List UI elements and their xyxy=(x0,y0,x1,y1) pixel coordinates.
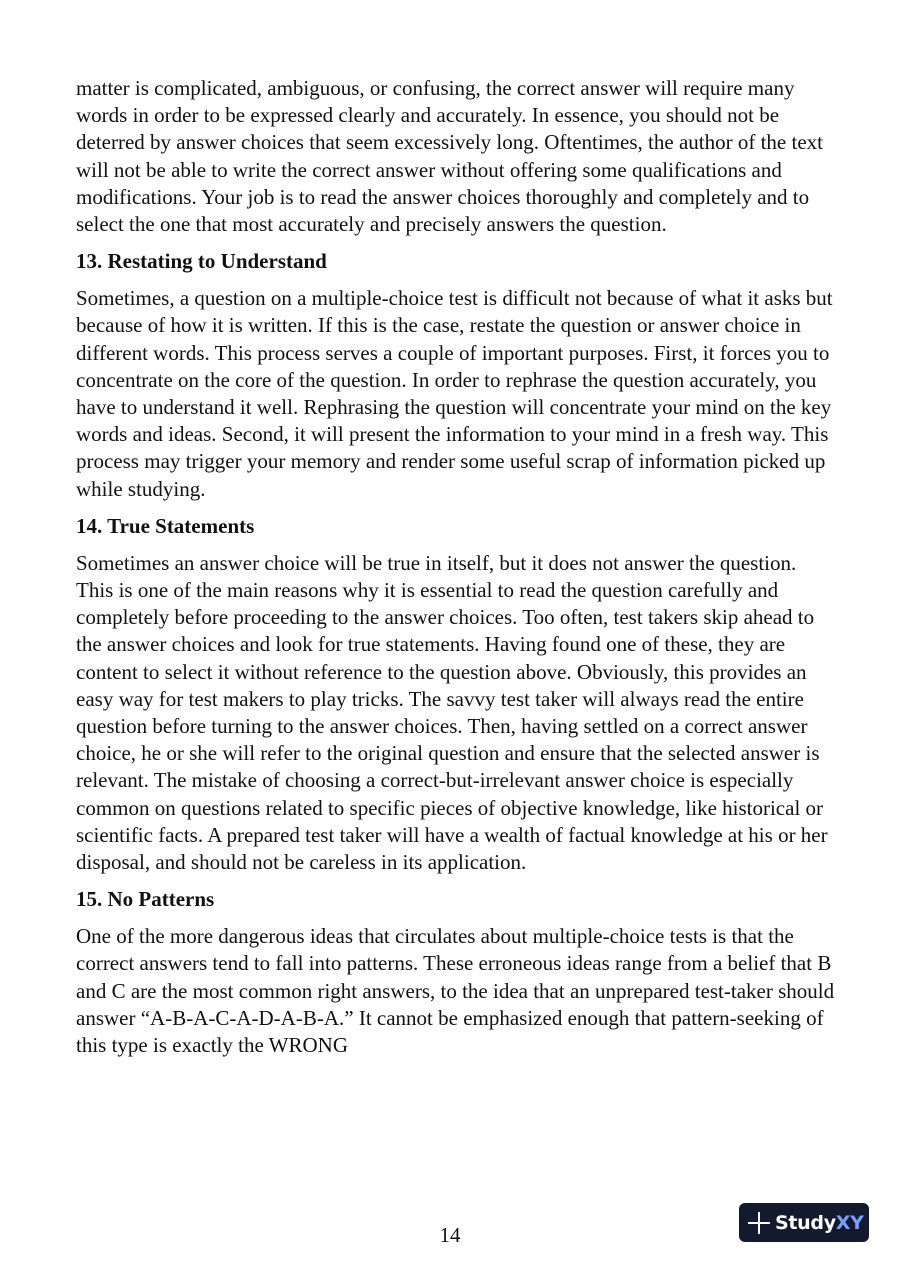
page-number: 14 xyxy=(439,1223,461,1247)
studyxy-badge[interactable] xyxy=(739,1203,869,1242)
plus-icon xyxy=(748,1212,770,1234)
true-statements-paragraph: Sometimes an answer choice will be true in itself, but it does not answer the question. This is one of the main reasons why it is essential to read the question carefully and completely before proceeding to the answer choices. Too often, test takers skip ahead to the answer choices and look for true statements. Having found one of these, they are content to select it without reference to the question above. Obviously, this provides an easy way for test makers to play tricks. The savvy test taker will always read the entire question before turning to the answer choices. Then, having settled on a correct answer choice, he or she will refer to the original question and ensure that the selected answer is relevant. The mistake of choosing a correct-but-irrelevant answer choice is especially common on questions related to specific pieces of objective knowledge, like historical or scientific facts. A prepared test taker will have a wealth of factual knowledge at his or her disposal, and should not be careless in its application. xyxy=(76,550,828,875)
section-heading-restating: 13. Restating to Understand xyxy=(76,249,327,274)
badge-study-text: Study xyxy=(775,1211,836,1234)
restating-paragraph: Sometimes, a question on a multiple-choice test is difficult not because of what it asks but because of how it is written. If this is the case, restate the question or answer choice in different words. This process serves a couple of important purposes. First, it forces you to concentrate on the core of the question. In order to rephrase the question accurately, you have to understand it well. Rephrasing the question will concentrate your mind on the key words and ideas. Second, it will present the information to your mind in a fresh way. This process may trigger your memory and render some useful scrap of information picked up while studying. xyxy=(76,286,833,501)
document-body xyxy=(76,75,836,1059)
no-patterns-paragraph: One of the more dangerous ideas that circulates about multiple-choice tests is that the correct answers tend to fall into patterns. These erroneous ideas range from a belief that B and C are the most common right answers, to the idea that an unprepared test-taker should answer “A-B-A-C-A-D-A-B-A.” It cannot be emphasized enough that pattern-seeking of this type is exactly the WRONG xyxy=(76,924,835,1058)
badge-label xyxy=(775,1212,864,1234)
intro-paragraph: matter is complicated, ambiguous, or confusing, the correct answer will require many words in order to be expressed clearly and accurately. In essence, you should not be deterred by answer choices that seem excessively long. Oftentimes, the author of the text will not be able to write the correct answer without offering some qualifications and modifications. Your job is to read the answer choices thoroughly and completely and to select the one that most accurately and precisely answers the question. xyxy=(76,76,823,237)
section-heading-no-patterns: 15. No Patterns xyxy=(76,887,215,912)
section-heading-true-statements: 14. True Statements xyxy=(76,513,255,538)
badge-xy-text: XY xyxy=(835,1211,864,1234)
